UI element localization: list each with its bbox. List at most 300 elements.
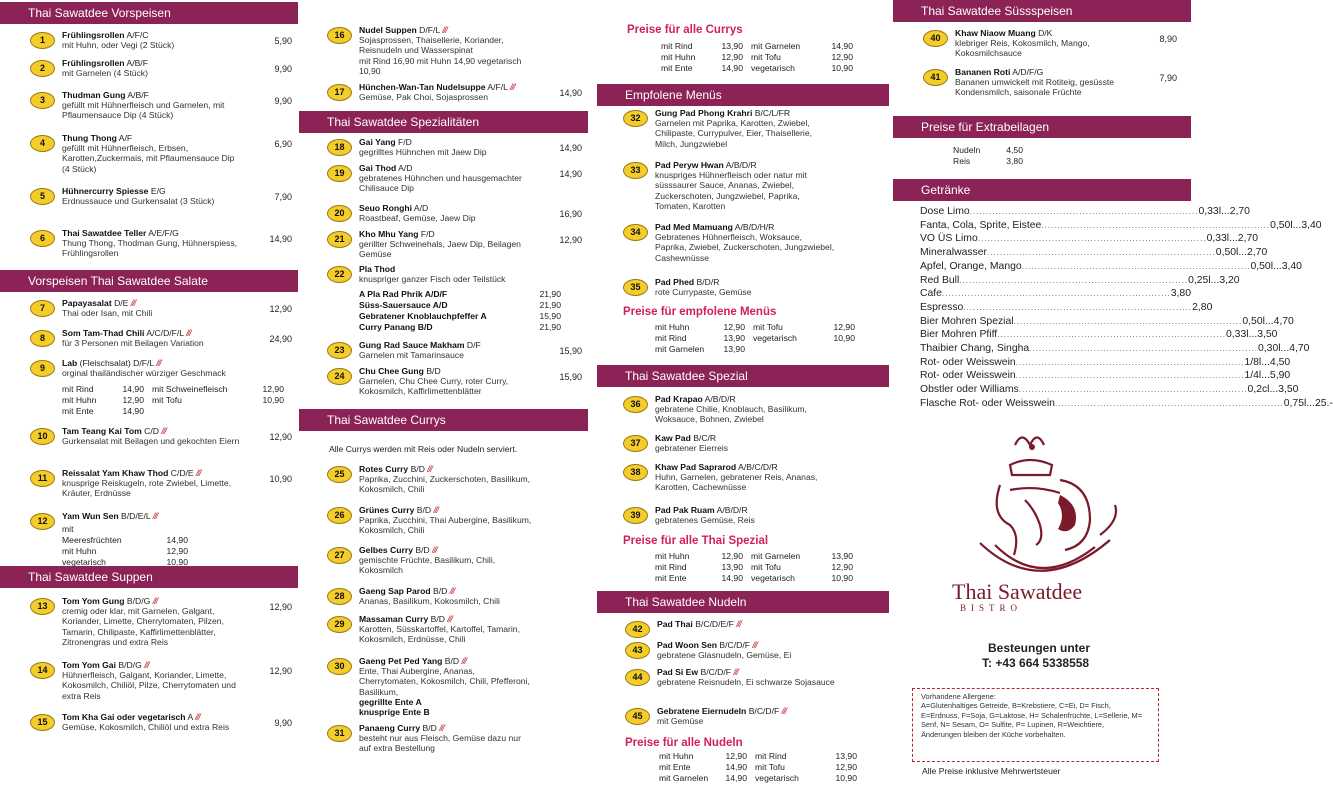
drink-size: 0,50l [1215, 247, 1239, 259]
drink-name: Flasche Rot- oder Weisswein [920, 397, 1055, 409]
drink-row-inner [920, 328, 1278, 342]
item-text [62, 712, 242, 732]
item-text [62, 186, 242, 206]
price-row [62, 524, 188, 546]
item-number-badge: 41 [923, 69, 948, 86]
chili-icon: /// [752, 640, 757, 650]
section-header-nudeln: Thai Sawatdee Nudeln [597, 591, 889, 613]
item-allergens: D/F/L [416, 25, 440, 35]
item-number-badge: 21 [327, 231, 352, 248]
item-description: Sojasprossen, Thaisellerie, Koriander, Reisnudeln und Wasserspinat [359, 35, 504, 56]
item-text [62, 58, 242, 78]
item-name: Pad Si Ew [657, 667, 699, 677]
item-name: Grünes Curry [359, 505, 415, 515]
item-title-line [657, 667, 837, 677]
legend-title: Vorhandene Allergene: [921, 692, 996, 701]
item-price: 7,90 [1159, 73, 1177, 83]
item-allergens: B/C/D/F [717, 640, 750, 650]
price-cell: Süss-Sauersauce A/D [359, 300, 448, 310]
price-cell: 4,50 [1006, 145, 1023, 155]
item-number-badge: 4 [30, 135, 55, 152]
item-name: Khaw Pad Saprarod [655, 462, 737, 472]
drink-row-inner [920, 301, 1213, 315]
item-description: Paprika, Zucchini, Thai Aubergine, Basilikum, Kokosmilch, Chili [359, 515, 532, 536]
item-price: 10,90 [269, 474, 292, 484]
chili-icon: /// [433, 505, 439, 515]
item-number-badge: 32 [623, 110, 648, 127]
drink-name: Rot- oder Weisswein [920, 356, 1016, 368]
item-title-line [955, 67, 1127, 77]
item-number-badge: 14 [30, 662, 55, 679]
item-price: 15,90 [559, 346, 582, 356]
item-text [655, 160, 835, 211]
drink-name: VO ÜS Limo [920, 233, 978, 245]
price-cell: 10,90 [835, 773, 857, 783]
item-title-line [655, 505, 835, 515]
price-table [655, 322, 855, 355]
item-name: Rotes Curry [359, 464, 409, 474]
item-title-line [359, 203, 532, 213]
price-cell: mit Ente [62, 406, 94, 416]
drink-dots: ....................................................................... [986, 248, 1216, 258]
price-cell: 13,90 [723, 344, 745, 354]
item-name: Gaeng Pet Ped Yang [359, 656, 443, 666]
item-description: Gebratenes Hühnerfleisch, Woksauce, Paprika, Zwiebel, Zuckerschoten, Jungzwiebel, Cashewnüsse [655, 232, 835, 263]
section-header-spezial: Thai Sawatdee Spezial [597, 365, 889, 387]
drink-row-inner [920, 315, 1294, 329]
price-cell: mit Tofu [755, 762, 785, 772]
item-number-badge: 26 [327, 507, 352, 524]
price-cell: 10,90 [833, 333, 855, 343]
item-text [655, 462, 835, 493]
item-allergens: F/D [418, 229, 435, 239]
column-1 [0, 0, 298, 787]
drink-separator: ... [1280, 343, 1290, 354]
phone-number[interactable]: T: +43 664 5338558 [982, 656, 1090, 670]
item-description: Paprika, Zucchini, Zuckerschoten, Basilikum, Kokosmilch, Chili [359, 474, 530, 495]
section-header-suppen: Thai Sawatdee Suppen [0, 566, 298, 588]
drink-dots: ....................................................................... [1029, 344, 1258, 353]
drink-name: Thaibier Chang, Singha [920, 343, 1030, 354]
item-allergens: A/B/D/R [714, 505, 748, 515]
item-description: Erdnussauce und Gurkensalat (3 Stück) [62, 196, 215, 207]
price-cell: mit Tofu [152, 395, 182, 405]
item-text [655, 394, 835, 425]
drink-size: 0,33l [1198, 206, 1222, 217]
price-cell: 14,90 [122, 406, 144, 416]
drink-row [920, 219, 1322, 233]
item-name: Thai Sawatdee Teller [62, 228, 147, 238]
item-name: Pad Krapao [655, 394, 703, 404]
item-text [657, 640, 837, 660]
drink-separator: ... [1273, 260, 1282, 272]
price-row [62, 406, 284, 417]
item-text [62, 358, 242, 378]
item-title-line [62, 468, 242, 478]
item-number-badge: 18 [327, 139, 352, 156]
price-cell: mit Huhn [655, 322, 690, 332]
item-text [359, 505, 532, 536]
drink-separator: ... [1306, 397, 1315, 409]
drink-price: 3,50 [1278, 384, 1299, 396]
item-description: knuspriger ganzer Fisch oder Teilstück [359, 274, 506, 285]
drink-separator: ... [1264, 315, 1274, 327]
item-text [359, 545, 532, 576]
price-row [655, 573, 853, 584]
item-description: besteht nur aus Fleisch, Gemüse dazu nur auf extra Bestellung [359, 733, 521, 754]
item-name: Tam Teang Kai Tom [62, 426, 142, 436]
item-price: 14,90 [559, 169, 582, 179]
chili-icon: /// [447, 614, 452, 624]
item-allergens: B/D [442, 656, 460, 666]
chili-icon: /// [144, 660, 149, 670]
allergen-legend [912, 688, 1159, 762]
drink-name: Rot- oder Weisswein [920, 370, 1016, 382]
item-description: Huhn, Garnelen, gebratener Reis, Ananas, Karotten, Cachewnüsse [655, 472, 818, 493]
price-cell: 13,90 [721, 41, 743, 51]
item-name: Thung Thong [62, 133, 117, 143]
item-text [655, 505, 835, 525]
price-cell: mit Huhn [62, 546, 97, 556]
item-name: Khaw Niaow Muang [955, 28, 1036, 38]
item-name: Massaman Curry [359, 614, 429, 624]
item-title-line [62, 328, 242, 338]
chili-icon: /// [736, 619, 741, 629]
item-description: gebratene Chilie, Knoblauch, Basilikum, Woksauce, Bohnen, Zwiebel [655, 404, 807, 425]
item-name: Tom Kha Gai oder vegetarisch [62, 712, 186, 722]
drink-price: 3,40 [1301, 219, 1322, 231]
chili-icon: /// [186, 328, 191, 338]
item-number-badge: 42 [625, 621, 650, 638]
drink-name: Mineralwasser [920, 247, 987, 259]
price-cell: 14,90 [725, 773, 747, 783]
item-text [955, 28, 1127, 59]
item-name: Panaeng Curry [359, 723, 421, 733]
drink-dots: ....................................................................... [997, 330, 1227, 340]
item-description: gefüllt mit Hühnerfleisch, Erbsen, Karotten,Zuckermais, mit Pflaumensauce Dip (4 Stück) [62, 143, 235, 174]
item-description: Bananen umwickelt mit Rotiteig, gesüsste Kondensmilch, saisonale Früchte [955, 77, 1115, 98]
spezial-prices-title: Preise für alle Thai Spezial [623, 535, 769, 547]
item-description: klebriger Reis, Kokosmilch, Mango, Kokosmilchsauce [955, 38, 1090, 59]
price-cell: mit Garnelen [659, 773, 709, 783]
item-price: 14,90 [559, 88, 582, 98]
drink-name: Obstler oder Williams [920, 384, 1019, 396]
item-allergens: B/D/G [115, 660, 142, 670]
item-text [62, 298, 242, 318]
price-cell: 12,90 [721, 52, 743, 62]
item-title-line [359, 264, 532, 274]
item-title-line [62, 511, 242, 521]
item-allergens: A/B/F [124, 58, 148, 68]
item-allergens: A/D [396, 163, 413, 173]
item-number-badge: 16 [327, 27, 352, 44]
item-description: Garnelen, Chu Chee Curry, roter Curry, Kokosmilch, Kaffirlimettenblätter [359, 376, 509, 397]
item-name: Bananen Roti [955, 67, 1011, 77]
legend-note: Änderungen bleiben der Küche vorbehalten. [921, 729, 1066, 739]
drink-separator: ... [1248, 329, 1258, 341]
price-cell: 12,90 [262, 384, 284, 394]
item-name: Som Tam-Thad Chili [62, 328, 145, 338]
item-name: Yam Wun Sen [62, 511, 119, 521]
item-number-badge: 22 [327, 266, 352, 283]
price-cell: 12,90 [721, 551, 743, 561]
item-allergens: B/C/D/E/F [692, 619, 734, 629]
item-allergens: B/C/D/F [698, 667, 732, 677]
nudeln-prices-title: Preise für alle Nudeln [625, 737, 743, 749]
column-2 [299, 0, 588, 787]
item-allergens: C/D [141, 426, 159, 436]
item-text [655, 222, 835, 263]
item-text [62, 328, 242, 348]
item-allergens: A/F [116, 133, 133, 143]
item-description: gegrilltes Hühnchen mit Jaew Dip [359, 147, 487, 158]
item-number-badge: 2 [30, 60, 55, 77]
drink-dots: ....................................................................... [977, 234, 1207, 244]
price-cell: mit Rind [655, 562, 687, 572]
item-allergens: A/B/D/R [702, 394, 736, 404]
price-cell: 12,90 [723, 322, 745, 332]
item-number-badge: 6 [30, 230, 55, 247]
drink-name: Apfel, Orange, Mango [920, 260, 1022, 272]
item-name: Pad Woon Sen [657, 640, 718, 650]
drink-row-inner [920, 205, 1250, 219]
chili-icon: /// [156, 358, 161, 368]
price-row [655, 344, 855, 355]
item-description: Gemüse, Kokosmilch, Chiliöl und extra Reis [62, 722, 230, 733]
price-cell: mit Ente [655, 573, 687, 583]
item-description: knuspriges Hühnerfleisch oder natur mit süsssaurer Sauce, Ananas, Zwiebel, Zuckerschoten, Jungzwiebel, Paprika, Tomaten, Karotten [655, 170, 807, 211]
drink-row-inner [920, 219, 1322, 233]
item-allergens: A/B/F [125, 90, 149, 100]
drink-separator: ... [1292, 219, 1302, 231]
price-row [359, 289, 561, 300]
drink-name: Bier Mohren Pfiff [920, 329, 998, 341]
item-price: 15,90 [559, 372, 582, 382]
item-text [359, 264, 532, 284]
item-title-line [359, 340, 532, 350]
section-header-menues: Empfolene Menüs [597, 84, 889, 106]
price-cell: mit Ente [659, 762, 691, 772]
drink-separator: ... [1229, 233, 1238, 245]
price-cell: 12,90 [831, 52, 853, 62]
item-title-line [655, 462, 835, 472]
pla-price-table [359, 289, 561, 333]
item-text [62, 426, 242, 446]
price-cell: 14,90 [122, 384, 144, 394]
price-cell: 10,90 [166, 557, 188, 567]
price-cell: Reis [953, 156, 971, 166]
section-header-extrabeilagen: Preise für Extrabeilagen [893, 116, 1191, 138]
price-cell: 14,90 [725, 762, 747, 772]
section-header-vorspeisen: Thai Sawatdee Vorspeisen [0, 2, 298, 24]
chili-icon: /// [781, 706, 787, 716]
item-title-line [359, 25, 532, 35]
drink-name: Red Bull [920, 274, 960, 286]
item-title-line [359, 163, 532, 173]
drink-row-inner [920, 397, 1333, 411]
item-price: 14,90 [559, 143, 582, 153]
item-title-line [62, 712, 242, 722]
item-number-badge: 43 [625, 642, 650, 659]
item-price: 16,90 [559, 209, 582, 219]
drink-price: 5,90 [1269, 370, 1291, 382]
item-number-badge: 44 [625, 669, 650, 686]
price-cell: mit Tofu [751, 52, 781, 62]
price-row [659, 751, 857, 762]
item-title-line [359, 82, 532, 92]
price-cell: 12,90 [835, 762, 857, 772]
item-title-line [359, 137, 532, 147]
drink-price: 2,80 [1192, 301, 1213, 313]
drink-size: 0,50l [1242, 315, 1265, 327]
price-cell: 12,90 [831, 562, 853, 572]
curry-prices-title: Preise für alle Currys [627, 24, 743, 36]
item-price: 9,90 [274, 718, 292, 728]
item-title-line [62, 186, 242, 196]
item-allergens: B/D [423, 366, 441, 376]
logo-sub: BISTRO [960, 603, 1023, 613]
item-description: gebratene Reisnudeln, Ei schwarze Sojasauce [657, 677, 835, 688]
item-title-line [62, 660, 242, 670]
item-description: gefüllt mit Hühnerfleisch und Garnelen, mit Pflaumensauce Dip (4 Stück) [62, 100, 225, 121]
item-description: Garnelen mit Paprika, Karotten, Zwiebel, Chilipaste, Currypulver, Eier, Thaisellerie, Milch, Jungzwiebel [655, 118, 812, 149]
drink-row-inner [920, 287, 1191, 301]
price-cell: mit Rind [62, 384, 94, 394]
item-description: Hühnerfleisch, Galgant, Koriander, Limette, Kokosmilch, Chiliöl, Pilze, Cherrytomaten und extra Reis [62, 670, 236, 701]
item-name: Kaw Pad [655, 433, 691, 443]
item-number-badge: 11 [30, 470, 55, 487]
chili-icon: /// [196, 468, 201, 478]
item-description: gebratene Glasnudeln, Gemüse, Ei [657, 650, 792, 661]
item-allergens: A/D/F/G [1010, 67, 1044, 77]
item-extra: gegrillte Ente A [359, 696, 422, 707]
item-description: orginal thailändischer würziger Geschmack [62, 368, 226, 379]
item-allergens: B/D/G [124, 596, 151, 606]
item-text [359, 340, 532, 360]
drink-price: 3,20 [1219, 274, 1240, 286]
item-title-line [655, 433, 835, 443]
item-number-badge: 17 [327, 84, 352, 101]
item-allergens: B/C/R [690, 433, 717, 443]
drink-row-inner [920, 383, 1299, 397]
price-cell: Gebratener Knoblauchpfeffer A [359, 311, 487, 321]
item-title-line [657, 619, 837, 629]
drink-row [920, 369, 1291, 383]
item-number-badge: 34 [623, 224, 648, 241]
drink-row-inner [920, 274, 1240, 288]
item-number-badge: 39 [623, 507, 648, 524]
item-title-line [657, 706, 837, 716]
drink-size: 0,50l [1270, 219, 1293, 231]
item-allergens: B/D [430, 586, 448, 596]
price-cell: 14,90 [721, 573, 743, 583]
price-table [661, 41, 853, 74]
item-number-badge: 38 [623, 464, 648, 481]
item-title-line [62, 228, 242, 238]
chili-icon: /// [152, 596, 158, 606]
drink-name: Cafe [920, 288, 942, 300]
price-cell: mit Garnelen [751, 41, 801, 51]
price-cell: vegetarisch [751, 573, 795, 583]
item-title-line [62, 358, 242, 368]
price-row [359, 300, 561, 311]
chili-icon: /// [510, 82, 515, 92]
drink-size: 0,75l [1283, 397, 1307, 409]
item-title-line [359, 586, 532, 596]
drink-name: Fanta, Cola, Sprite, Eistee [920, 219, 1042, 231]
item-allergens: B/D/E/L [118, 511, 151, 521]
item-description: Gemüse, Pak Choi, Sojasprossen [359, 92, 488, 103]
item-allergens: C/D/E [168, 468, 194, 478]
item-description: Ananas, Basilikum, Kokosmilch, Chili [359, 596, 500, 607]
price-row [359, 311, 561, 322]
item-name: Gung Rad Sauce Makham [359, 340, 465, 350]
price-cell: 15,90 [539, 311, 561, 321]
chili-icon: /// [449, 586, 455, 596]
price-table [659, 751, 857, 784]
drink-row-inner [920, 342, 1310, 356]
item-allergens: A/B/C/D/R [736, 462, 778, 472]
item-allergens: A/D [412, 203, 429, 213]
price-cell: mit Tofu [751, 562, 781, 572]
item-name: Gung Pad Phong Krahri [655, 108, 753, 118]
logo-name: Thai Sawatdee [952, 579, 1083, 604]
item-text [359, 203, 532, 223]
price-cell: Curry Panang B/D [359, 322, 433, 332]
price-cell: 14,90 [166, 535, 188, 545]
item-description: für 3 Personen mit Beilagen Variation [62, 338, 204, 349]
item-title-line [359, 723, 532, 733]
price-row [661, 41, 853, 52]
price-row [655, 551, 853, 562]
item-number-badge: 7 [30, 300, 55, 317]
drink-row [920, 315, 1294, 329]
item-name: Tom Yom Gai [62, 660, 116, 670]
item-number-badge: 1 [30, 32, 55, 49]
footer-note: Alle Preise inklusive Mehrwertsteuer [922, 766, 1061, 776]
price-cell: Nudeln [953, 145, 981, 155]
item-allergens: B/D [428, 614, 445, 624]
drink-row-inner [920, 369, 1291, 383]
drink-dots: ....................................................................... [959, 275, 1189, 285]
item-number-badge: 27 [327, 547, 352, 564]
drink-row [920, 232, 1259, 246]
price-cell: mit Ente [661, 63, 693, 73]
price-cell: 13,90 [721, 562, 743, 572]
item-description: gebratenes Gemüse, Reis [655, 515, 755, 526]
item-extra: knusprige Ente B [359, 707, 430, 718]
price-cell: 21,90 [539, 289, 561, 299]
price-cell: mit Huhn [659, 751, 694, 761]
item-allergens: A/F/C [124, 30, 149, 40]
curry-note: Alle Currys werden mit Reis oder Nudeln serviert. [329, 444, 518, 454]
drink-size: 0,33l [1206, 233, 1230, 245]
item-allergens: A/F/L [485, 82, 508, 92]
item-allergens: E/G [148, 186, 166, 196]
price-cell: 14,90 [831, 41, 853, 51]
item-price: 12,90 [269, 666, 292, 676]
drink-row-inner [920, 260, 1302, 274]
item-text [655, 433, 835, 453]
drink-size: 1/4l [1244, 370, 1262, 382]
item-name: Gai Yang [359, 137, 396, 147]
price-row [661, 63, 853, 74]
price-cell: 3,80 [1006, 156, 1023, 166]
item-title-line [359, 656, 532, 666]
item-allergens: D/F [464, 340, 481, 350]
drink-price: 2,70 [1229, 206, 1250, 217]
price-cell: A Pla Rad Phrik A/D/F [359, 289, 448, 299]
